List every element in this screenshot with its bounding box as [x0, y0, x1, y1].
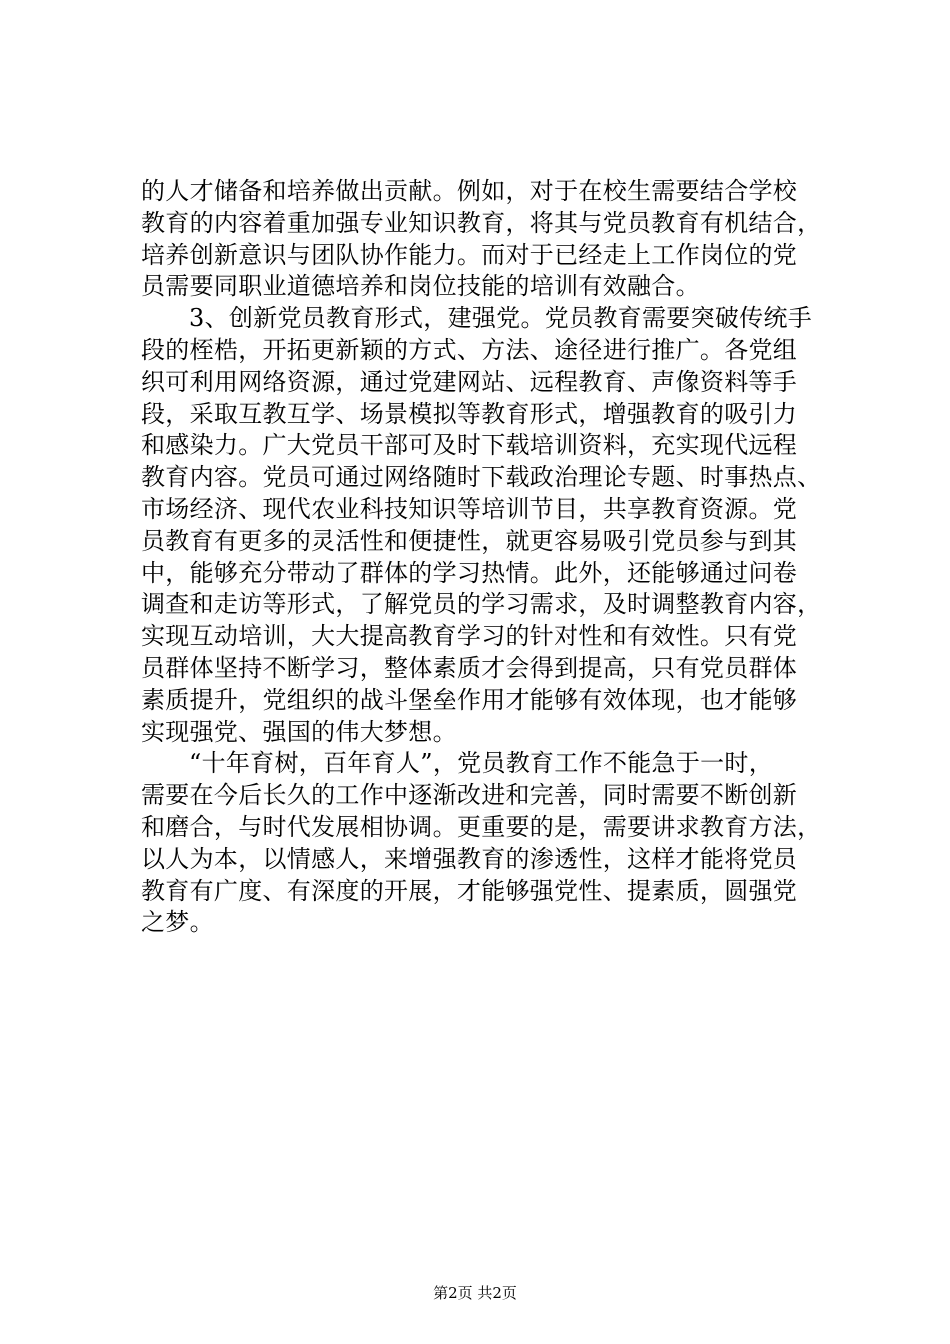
document-body	[141, 176, 831, 939]
text-line: 教育内容。党员可通过网络随时下载政治理论专题、时事热点、	[141, 463, 822, 492]
text-line: 段，采取互教互学、场景模拟等教育形式，增强教育的吸引力	[141, 399, 798, 428]
text-line: 员群体坚持不断学习，整体素质才会得到提高，只有党员群体	[141, 653, 798, 682]
text-line: 教育的内容着重加强专业知识教育，将其与党员教育有机结合，	[141, 208, 822, 237]
text-line: 中，能够充分带动了群体的学习热情。此外，还能够通过问卷	[141, 558, 798, 587]
text-line: 实现强党、强国的伟大梦想。	[141, 717, 457, 746]
text-line: 教育有广度、有深度的开展，才能够强党性、提素质，圆强党	[141, 876, 798, 905]
text-line: 市场经济、现代农业科技知识等培训节目，共享教育资源。党	[141, 494, 798, 523]
text-line: 以人为本，以情感人，来增强教育的渗透性，这样才能将党员	[141, 844, 798, 873]
text-line: 的人才储备和培养做出贡献。例如，对于在校生需要结合学校	[141, 177, 798, 205]
paragraph-start-line: “十年育树，百年育人”，党员教育工作不能急于一时，	[189, 749, 774, 778]
text-line: 调查和走访等形式，了解党员的学习需求，及时调整教育内容，	[141, 590, 822, 619]
text-line: 之梦。	[141, 908, 214, 937]
text-line: 实现互动培训，大大提高教育学习的针对性和有效性。只有党	[141, 622, 798, 651]
text-line: 和感染力。广大党员干部可及时下载培训资料，充实现代远程	[141, 431, 798, 460]
text-line: 素质提升，党组织的战斗堡垒作用才能够有效体现，也才能够	[141, 685, 798, 714]
text-line: 需要在今后长久的工作中逐渐改进和完善，同时需要不断创新	[141, 781, 798, 810]
text-line: 段的桎梏，开拓更新颖的方式、方法、途径进行推广。各党组	[141, 335, 798, 364]
text-line: 和磨合，与时代发展相协调。更重要的是，需要讲求教育方法，	[141, 812, 822, 841]
paragraph-start-line: 3、创新党员教育形式，建强党。党员教育需要突破传统手	[189, 304, 813, 333]
page-number-footer: 第2页 共2页	[433, 1284, 517, 1302]
text-line: 织可利用网络资源，通过党建网站、远程教育、声像资料等手	[141, 367, 798, 396]
text-line: 员教育有更多的灵活性和便捷性，就更容易吸引党员参与到其	[141, 526, 798, 555]
text-line: 员需要同职业道德培养和岗位技能的培训有效融合。	[141, 272, 700, 301]
text-line: 培养创新意识与团队协作能力。而对于已经走上工作岗位的党	[141, 240, 798, 269]
